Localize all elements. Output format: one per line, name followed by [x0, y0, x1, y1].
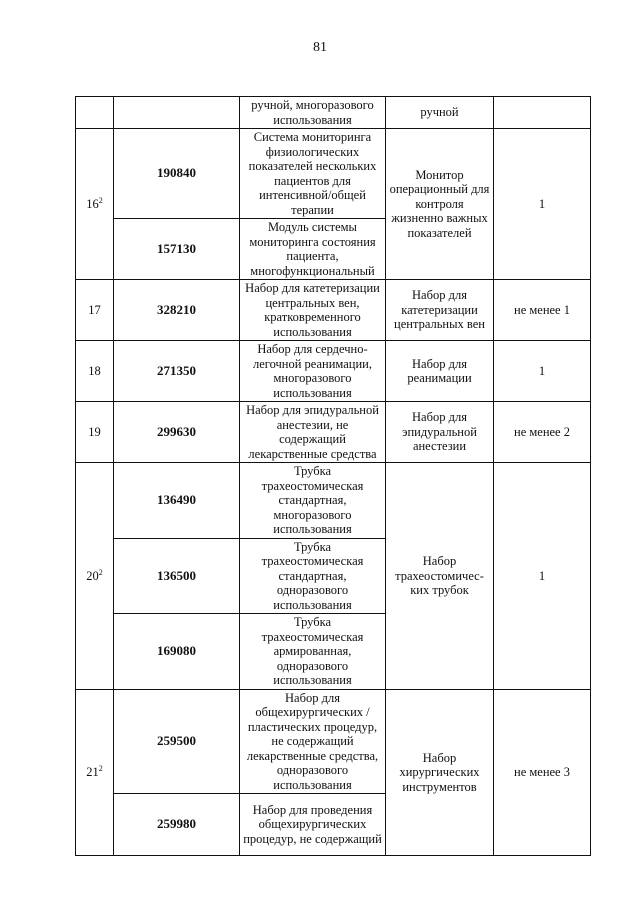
row-number: 18: [76, 341, 114, 402]
table-row: [76, 402, 591, 463]
item-code: 157130: [114, 219, 240, 280]
item-name: ручной, многоразового использования: [240, 97, 386, 129]
group-name: Набор для реанимации: [386, 341, 494, 402]
item-name: Трубка трахеостомическая армированная, одноразового использования: [240, 614, 386, 690]
row-number: $16^2$: [76, 129, 114, 280]
item-code: 328210: [114, 280, 240, 341]
table-row: [76, 97, 591, 129]
item-name: Набор для катетеризации центральных вен, кратковременного использования: [240, 280, 386, 341]
quantity: 1: [494, 463, 591, 690]
group-name: Набор для катетеризации центральных вен: [386, 280, 494, 341]
item-code: [114, 97, 240, 129]
equipment-table: [75, 96, 591, 856]
item-code: 190840: [114, 129, 240, 219]
item-code: 169080: [114, 614, 240, 690]
table-row: [76, 341, 591, 402]
table-row: [76, 689, 591, 794]
group-name: Набор для эпидуральной анестезии: [386, 402, 494, 463]
table-row: [76, 463, 591, 539]
item-code: 299630: [114, 402, 240, 463]
item-name: Набор для сердечно-легочной реанимации, многоразового использования: [240, 341, 386, 402]
row-number: 17: [76, 280, 114, 341]
item-name: Модуль системы мониторинга состояния пациента, многофункциональный: [240, 219, 386, 280]
group-name: Монитор операционный для контроля жизненно важных показателей: [386, 129, 494, 280]
page-number: 81: [313, 40, 327, 55]
item-name: Набор для общехирургических /пластических процедур, не содержащий лекарственные средства, одноразового использования: [240, 689, 386, 794]
group-name: Набор хирургических инструментов: [386, 689, 494, 856]
item-name: Набор для эпидуральной анестезии, не содержащий лекарственные средства: [240, 402, 386, 463]
item-name: Набор для проведения общехирургических процедур, не содержащий: [240, 794, 386, 856]
quantity: не менее 2: [494, 402, 591, 463]
item-code: 259500: [114, 689, 240, 794]
quantity: не менее 3: [494, 689, 591, 856]
item-name: Трубка трахеостомическая стандартная, одноразового использования: [240, 538, 386, 614]
quantity: 1: [494, 129, 591, 280]
item-code: 259980: [114, 794, 240, 856]
item-name: Трубка трахеостомическая стандартная, многоразового использования: [240, 463, 386, 539]
row-number: $21^2$: [76, 689, 114, 856]
row-number: [76, 97, 114, 129]
row-number: $20^2$: [76, 463, 114, 690]
group-name: ручной: [386, 97, 494, 129]
table-row: [76, 129, 591, 219]
quantity: 1: [494, 341, 591, 402]
group-name: Набор трахеостомичес-ких трубок: [386, 463, 494, 690]
item-code: 271350: [114, 341, 240, 402]
item-code: 136500: [114, 538, 240, 614]
quantity: не менее 1: [494, 280, 591, 341]
item-name: Система мониторинга физиологических показателей нескольких пациентов для интенсивной/общей терапии: [240, 129, 386, 219]
table-row: [76, 280, 591, 341]
quantity: [494, 97, 591, 129]
item-code: 136490: [114, 463, 240, 539]
row-number: 19: [76, 402, 114, 463]
